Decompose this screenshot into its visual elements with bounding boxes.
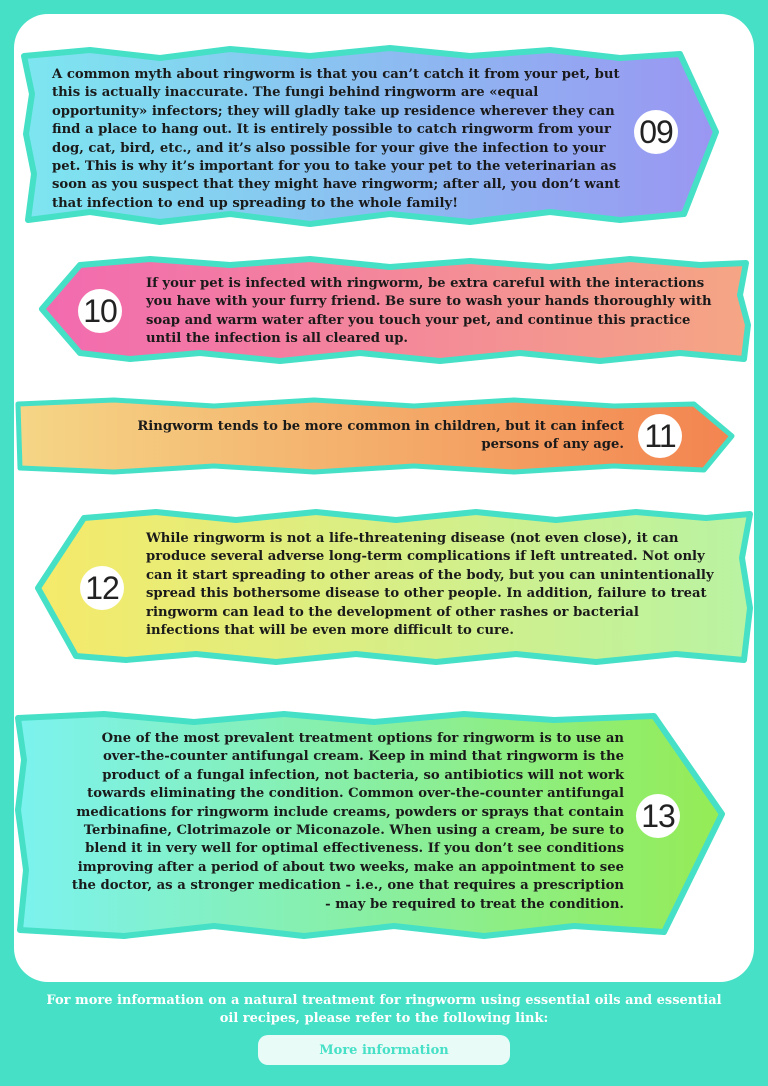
banner-13-text: One of the most prevalent treatment options for ringworm is to use an over-the-counter antifungal cream. Keep in mind that ringworm is the product of a fungal infection, not bacteria, so antibiotics will not work towards eliminating the condition. Common over-the-counter antifungal medications for ringworm include creams, powders or sprays that contain Terbinafine, Clotrimazole or Miconazole. When using a cream, be sure to blend it in very well for optimal effectiveness. If you don’t see conditions improving after a period of about two weeks, make an appointment to see the doctor, as a stronger medication - i.e., one that requires a prescription - may be required to treat the condition. — [71, 731, 624, 912]
footer-text: For more information on a natural treatment for ringworm using essential oils and essential oil recipes, please refer to the following link: — [46, 993, 722, 1026]
banner-12-number: 12 — [80, 566, 124, 610]
banner-13 — [14, 710, 728, 942]
banner-12 — [36, 508, 754, 668]
banner-11 — [14, 396, 736, 476]
more-information-button[interactable]: More information — [258, 1035, 510, 1065]
banner-10-number: 10 — [78, 289, 122, 333]
banner-10-text: If your pet is infected with ringworm, be extra careful with the interactions you have with your furry friend. Be sure to wash your hands thoroughly with soap and warm water after you touch your pet, and continue this practice until the infection is all cleared up. — [146, 276, 712, 347]
banner-09 — [20, 44, 720, 232]
banner-11-text: Ringworm tends to be more common in children, but it can infect persons of any age. — [137, 419, 624, 453]
banner-11-number: 11 — [638, 414, 682, 458]
banner-12-text: While ringworm is not a life-threatening disease (not even close), it can produce several adverse long-term complications if left untreated. Not only can it start spreading to other areas of the body, but you can unintentionally spread this bothersome disease to other people. In addition, failure to treat ringworm can lead to the development of other rashes or bacterial infections that will be even more difficult to cure. — [146, 531, 714, 639]
banner-09-text: A common myth about ringworm is that you can’t catch it from your pet, but this is actually inaccurate. The fungi behind ringworm are «equal opportunity» infectors; they will gladly take up residence wherever they can find a place to hang out. It is entirely possible to catch ringworm from your dog, cat, bird, etc., and it’s also possible for your give the infection to your pet. This is why it’s important for you to take your pet to the veterinarian as soon as you suspect that they might have ringworm; after all, you don’t want that infection to end up spreading to the whole family! — [52, 67, 620, 211]
banner-10 — [40, 255, 752, 367]
banner-13-number: 13 — [636, 794, 680, 838]
banner-09-number: 09 — [634, 110, 678, 154]
